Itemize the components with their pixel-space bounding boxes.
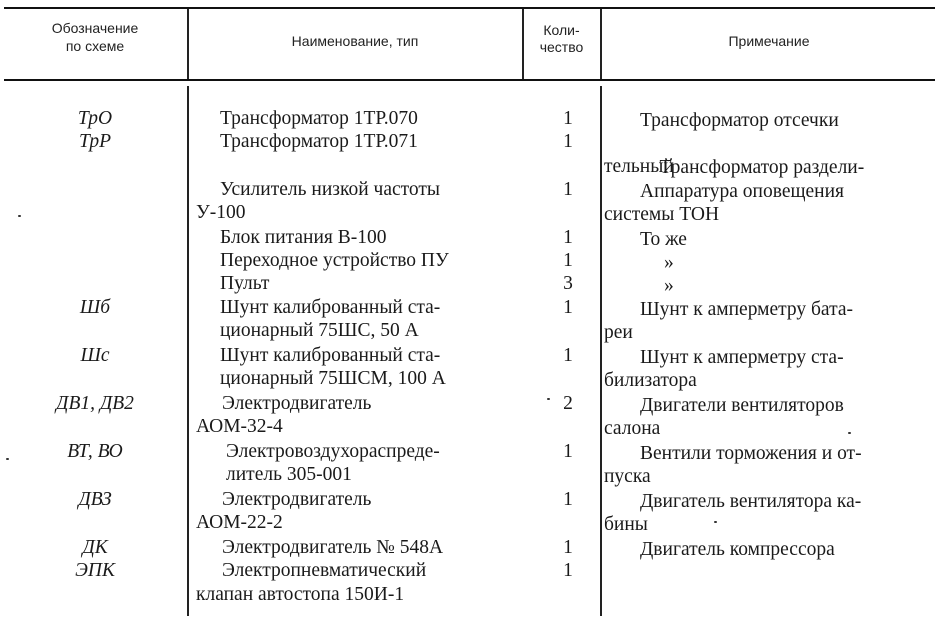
row-note-continuation: тельный — [604, 156, 674, 177]
row-quantity: 2 — [563, 393, 573, 414]
row-quantity: 1 — [563, 227, 573, 248]
row-name: Электродвигатель — [222, 489, 372, 510]
row-quantity: 1 — [563, 108, 573, 129]
row-note: Вентили торможения и от- — [640, 443, 862, 464]
row-name-continuation: клапан автостопа 150И-1 — [196, 584, 405, 605]
column-divider — [600, 86, 602, 616]
row-name: Электровоздухораспреде- — [226, 441, 440, 462]
row-name: Блок питания В-100 — [220, 227, 387, 248]
header-bottom-rule — [4, 79, 935, 81]
row-note: Шунт к амперметру ста- — [640, 347, 844, 368]
row-note-continuation: салона — [604, 418, 661, 439]
row-name: Переходное устройство ПУ — [220, 250, 449, 271]
header-designation-line: по схеме — [65, 38, 125, 54]
header-designation-line: Обозначение — [51, 20, 139, 36]
header-name-text: Наименование, тип — [291, 33, 419, 49]
row-quantity: 1 — [563, 537, 573, 558]
row-quantity: 1 — [563, 179, 573, 200]
row-quantity: 1 — [563, 489, 573, 510]
row-name-continuation: АОМ-22-2 — [196, 512, 283, 533]
row-note: Двигатель вентилятора ка- — [640, 491, 862, 512]
header-note-text: Примечание — [728, 33, 810, 49]
row-designation: ТрО — [77, 108, 113, 129]
header-quantity-line: Коли- — [543, 22, 580, 38]
header-designation — [6, 19, 184, 55]
row-note: » — [664, 275, 674, 296]
row-name: Усилитель низкой частоты — [220, 179, 441, 200]
header-quantity-line: чество — [539, 39, 584, 55]
row-quantity: 3 — [563, 273, 573, 294]
row-name: Электропневматический — [222, 560, 427, 581]
header-quantity — [524, 22, 599, 56]
scan-speck — [547, 398, 550, 400]
row-designation: Шс — [80, 345, 110, 366]
row-name: Шунт калиброванный ста- — [220, 345, 441, 366]
row-name: Трансформатор 1ТР.070 — [220, 108, 418, 129]
row-name-continuation: литель 305-001 — [226, 464, 352, 485]
row-quantity: 1 — [563, 441, 573, 462]
row-quantity: 1 — [563, 131, 573, 152]
top-rule — [4, 7, 935, 9]
row-name-continuation: ционарный 75ШСМ, 100 А — [220, 368, 446, 389]
row-note-continuation: системы ТОН — [604, 204, 720, 225]
row-designation: ТрР — [78, 131, 112, 152]
row-name: Электродвигатель — [222, 393, 372, 414]
column-divider — [187, 86, 189, 616]
scan-speck — [18, 215, 21, 217]
column-divider — [600, 9, 602, 79]
row-note-continuation: реи — [604, 322, 633, 343]
row-name: Шунт калиброванный ста- — [220, 297, 441, 318]
row-quantity: 1 — [563, 560, 573, 581]
row-designation: ДК — [82, 537, 108, 558]
row-name: Трансформатор 1ТР.071 — [220, 131, 418, 152]
row-name-continuation: У-100 — [196, 202, 246, 223]
row-note: Двигатель компрессора — [640, 539, 835, 560]
row-quantity: 1 — [563, 250, 573, 271]
scan-speck — [848, 432, 851, 434]
row-designation: ДВЗ — [78, 489, 112, 510]
row-name: Пульт — [220, 273, 270, 294]
row-note: Аппаратура оповещения — [640, 181, 844, 202]
row-note-line: Трансформатор раздели- — [659, 156, 865, 178]
row-name: Электродвигатель № 548А — [222, 537, 444, 558]
row-name-continuation: АОМ-32-4 — [196, 416, 283, 437]
row-designation: ВТ, ВО — [67, 441, 123, 462]
row-note: » — [664, 252, 674, 273]
row-name-continuation: ционарный 75ШС, 50 А — [220, 320, 419, 341]
scan-speck — [714, 521, 717, 523]
header-name — [190, 32, 520, 50]
column-divider — [187, 9, 189, 79]
row-note-continuation: пуска — [604, 466, 651, 487]
row-note-continuation: билизатора — [604, 370, 697, 391]
header-note — [604, 32, 934, 50]
scan-speck — [6, 458, 9, 460]
row-note: Двигатели вентиляторов — [640, 395, 844, 416]
row-quantity: 1 — [563, 345, 573, 366]
row-note: То же — [640, 229, 687, 250]
row-designation: Шб — [79, 297, 111, 318]
row-designation: ЭПК — [75, 560, 115, 581]
row-designation: ДВ1, ДВ2 — [56, 393, 134, 414]
row-note: Трансформатор отсечки — [640, 110, 839, 131]
row-quantity: 1 — [563, 297, 573, 318]
row-note: Шунт к амперметру бата- — [640, 299, 853, 320]
row-note-continuation: бины — [604, 514, 648, 535]
